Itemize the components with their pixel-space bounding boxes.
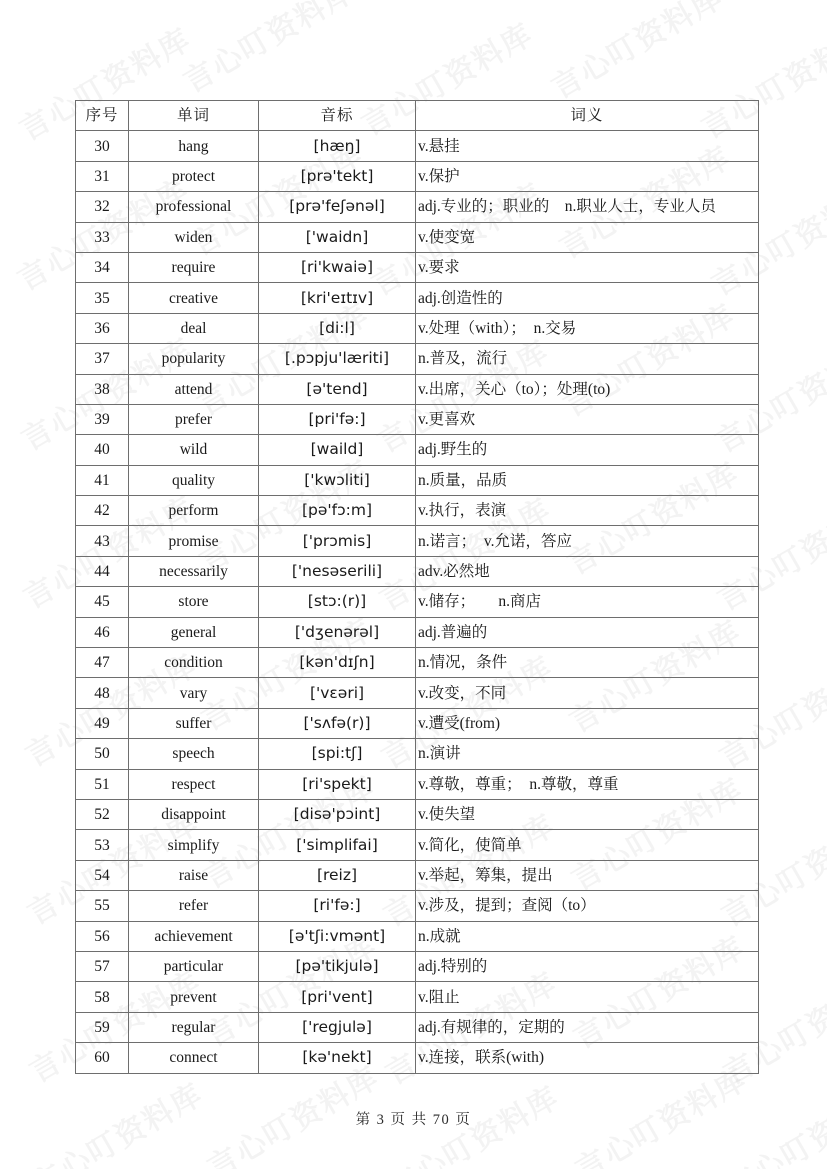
cell-phonetic: [disə'pɔint]: [259, 799, 416, 829]
cell-phonetic: [prə'feʃənəl]: [259, 192, 416, 222]
cell-word: particular: [129, 951, 259, 981]
table-row: [76, 465, 759, 495]
cell-number: 52: [76, 799, 129, 829]
cell-phonetic: [pri'fə:]: [259, 404, 416, 434]
cell-meaning: v.保护: [416, 161, 759, 191]
cell-number: 34: [76, 252, 129, 282]
cell-meaning: v.阻止: [416, 982, 759, 1012]
cell-phonetic: [pə'tikjulə]: [259, 951, 416, 981]
cell-meaning: v.使变宽: [416, 222, 759, 252]
cell-meaning: v.执行，表演: [416, 496, 759, 526]
cell-phonetic: ['vɛəri]: [259, 678, 416, 708]
table-row: [76, 587, 759, 617]
table-row: [76, 1012, 759, 1042]
cell-meaning: n.诺言； v.允诺，答应: [416, 526, 759, 556]
cell-word: professional: [129, 192, 259, 222]
cell-meaning: v.使失望: [416, 799, 759, 829]
cell-meaning: adj.野生的: [416, 435, 759, 465]
cell-phonetic: [hæŋ]: [259, 131, 416, 161]
cell-word: popularity: [129, 344, 259, 374]
cell-phonetic: [.pɔpju'læriti]: [259, 344, 416, 374]
cell-number: 55: [76, 891, 129, 921]
cell-meaning: v.出席，关心（to）；处理(to): [416, 374, 759, 404]
table-row: [76, 526, 759, 556]
cell-word: disappoint: [129, 799, 259, 829]
cell-word: quality: [129, 465, 259, 495]
cell-phonetic: [kri'eɪtɪv]: [259, 283, 416, 313]
cell-phonetic: [ri'kwaiə]: [259, 252, 416, 282]
cell-word: store: [129, 587, 259, 617]
cell-phonetic: [ə'tend]: [259, 374, 416, 404]
cell-word: wild: [129, 435, 259, 465]
cell-word: deal: [129, 313, 259, 343]
table-row: [76, 404, 759, 434]
table-row: [76, 313, 759, 343]
cell-phonetic: ['regjulə]: [259, 1012, 416, 1042]
cell-meaning: adj.创造性的: [416, 283, 759, 313]
table-row: [76, 648, 759, 678]
cell-meaning: adj.专业的；职业的 n.职业人士，专业人员: [416, 192, 759, 222]
cell-word: prevent: [129, 982, 259, 1012]
table-row: [76, 192, 759, 222]
cell-meaning: n.演讲: [416, 739, 759, 769]
cell-word: refer: [129, 891, 259, 921]
cell-word: connect: [129, 1043, 259, 1073]
table-row: [76, 799, 759, 829]
table-row: [76, 222, 759, 252]
table-row: [76, 283, 759, 313]
cell-phonetic: ['dʒenərəl]: [259, 617, 416, 647]
cell-phonetic: ['prɔmis]: [259, 526, 416, 556]
cell-word: respect: [129, 769, 259, 799]
cell-number: 56: [76, 921, 129, 951]
table-row: [76, 830, 759, 860]
table-header: [76, 101, 759, 131]
cell-meaning: n.成就: [416, 921, 759, 951]
table-row: [76, 344, 759, 374]
table-row: [76, 860, 759, 890]
cell-number: 53: [76, 830, 129, 860]
cell-word: achievement: [129, 921, 259, 951]
cell-phonetic: ['nesəserili]: [259, 556, 416, 586]
table-row: [76, 252, 759, 282]
cell-number: 39: [76, 404, 129, 434]
cell-number: 41: [76, 465, 129, 495]
cell-word: necessarily: [129, 556, 259, 586]
table-row: [76, 496, 759, 526]
cell-phonetic: ['waidn]: [259, 222, 416, 252]
cell-number: 40: [76, 435, 129, 465]
cell-meaning: adj.特别的: [416, 951, 759, 981]
cell-number: 57: [76, 951, 129, 981]
table-row: [76, 617, 759, 647]
cell-word: prefer: [129, 404, 259, 434]
cell-phonetic: [kən'dɪʃn]: [259, 648, 416, 678]
cell-number: 58: [76, 982, 129, 1012]
cell-number: 48: [76, 678, 129, 708]
table-row: [76, 891, 759, 921]
cell-number: 45: [76, 587, 129, 617]
cell-phonetic: [spi:tʃ]: [259, 739, 416, 769]
cell-word: speech: [129, 739, 259, 769]
cell-meaning: adj.有规律的，定期的: [416, 1012, 759, 1042]
cell-meaning: v.遭受(from): [416, 708, 759, 738]
cell-phonetic: [pri'vent]: [259, 982, 416, 1012]
cell-number: 49: [76, 708, 129, 738]
cell-phonetic: [reiz]: [259, 860, 416, 890]
table-row: [76, 161, 759, 191]
cell-meaning: adv.必然地: [416, 556, 759, 586]
cell-meaning: v.简化，使简单: [416, 830, 759, 860]
cell-meaning: n.情况，条件: [416, 648, 759, 678]
cell-number: 30: [76, 131, 129, 161]
cell-meaning: v.连接，联系(with): [416, 1043, 759, 1073]
cell-word: protect: [129, 161, 259, 191]
vocabulary-table-container: [75, 100, 758, 1074]
table-row: [76, 131, 759, 161]
cell-number: 33: [76, 222, 129, 252]
cell-word: creative: [129, 283, 259, 313]
cell-meaning: v.更喜欢: [416, 404, 759, 434]
table-row: [76, 769, 759, 799]
cell-meaning: v.悬挂: [416, 131, 759, 161]
cell-number: 60: [76, 1043, 129, 1073]
cell-phonetic: ['kwɔliti]: [259, 465, 416, 495]
cell-word: require: [129, 252, 259, 282]
cell-word: regular: [129, 1012, 259, 1042]
cell-phonetic: ['simplifai]: [259, 830, 416, 860]
table-row: [76, 435, 759, 465]
vocabulary-table: [75, 100, 759, 1074]
page-footer: 第 3 页 共 70 页: [355, 1112, 472, 1128]
cell-word: widen: [129, 222, 259, 252]
cell-word: vary: [129, 678, 259, 708]
cell-phonetic: [stɔ:(r)]: [259, 587, 416, 617]
cell-word: promise: [129, 526, 259, 556]
cell-meaning: v.要求: [416, 252, 759, 282]
cell-phonetic: [kə'nekt]: [259, 1043, 416, 1073]
cell-number: 43: [76, 526, 129, 556]
cell-word: general: [129, 617, 259, 647]
table-header-row: [76, 101, 759, 131]
cell-meaning: v.举起，筹集，提出: [416, 860, 759, 890]
cell-meaning: v.涉及，提到；查阅（to）: [416, 891, 759, 921]
table-row: [76, 982, 759, 1012]
cell-word: condition: [129, 648, 259, 678]
cell-number: 42: [76, 496, 129, 526]
cell-phonetic: ['sʌfə(r)]: [259, 708, 416, 738]
cell-word: suffer: [129, 708, 259, 738]
table-row: [76, 1043, 759, 1073]
cell-word: attend: [129, 374, 259, 404]
table-row: [76, 921, 759, 951]
cell-meaning: v.储存； n.商店: [416, 587, 759, 617]
cell-number: 47: [76, 648, 129, 678]
cell-phonetic: [di:l]: [259, 313, 416, 343]
cell-number: 32: [76, 192, 129, 222]
cell-phonetic: [ri'spekt]: [259, 769, 416, 799]
table-row: [76, 739, 759, 769]
cell-phonetic: [ri'fə:]: [259, 891, 416, 921]
cell-phonetic: [waild]: [259, 435, 416, 465]
table-row: [76, 678, 759, 708]
column-header-number: 序号: [76, 101, 129, 131]
table-row: [76, 708, 759, 738]
cell-number: 44: [76, 556, 129, 586]
cell-number: 37: [76, 344, 129, 374]
cell-number: 50: [76, 739, 129, 769]
cell-meaning: v.尊敬，尊重； n.尊敬，尊重: [416, 769, 759, 799]
column-header-meaning: 词义: [416, 101, 759, 131]
cell-phonetic: [pə'fɔ:m]: [259, 496, 416, 526]
column-header-phonetic: 音标: [259, 101, 416, 131]
cell-word: raise: [129, 860, 259, 890]
cell-number: 54: [76, 860, 129, 890]
cell-number: 59: [76, 1012, 129, 1042]
table-row: [76, 374, 759, 404]
cell-meaning: v.改变，不同: [416, 678, 759, 708]
cell-number: 46: [76, 617, 129, 647]
cell-number: 51: [76, 769, 129, 799]
table-row: [76, 951, 759, 981]
cell-phonetic: [prə'tekt]: [259, 161, 416, 191]
cell-word: simplify: [129, 830, 259, 860]
cell-word: perform: [129, 496, 259, 526]
cell-number: 31: [76, 161, 129, 191]
table-body: [76, 131, 759, 1073]
column-header-word: 单词: [129, 101, 259, 131]
cell-number: 36: [76, 313, 129, 343]
table-row: [76, 556, 759, 586]
cell-number: 38: [76, 374, 129, 404]
cell-number: 35: [76, 283, 129, 313]
cell-meaning: n.普及，流行: [416, 344, 759, 374]
cell-phonetic: [ə'tʃi:vmənt]: [259, 921, 416, 951]
cell-meaning: adj.普遍的: [416, 617, 759, 647]
cell-meaning: v.处理（with）； n.交易: [416, 313, 759, 343]
cell-meaning: n.质量，品质: [416, 465, 759, 495]
cell-word: hang: [129, 131, 259, 161]
